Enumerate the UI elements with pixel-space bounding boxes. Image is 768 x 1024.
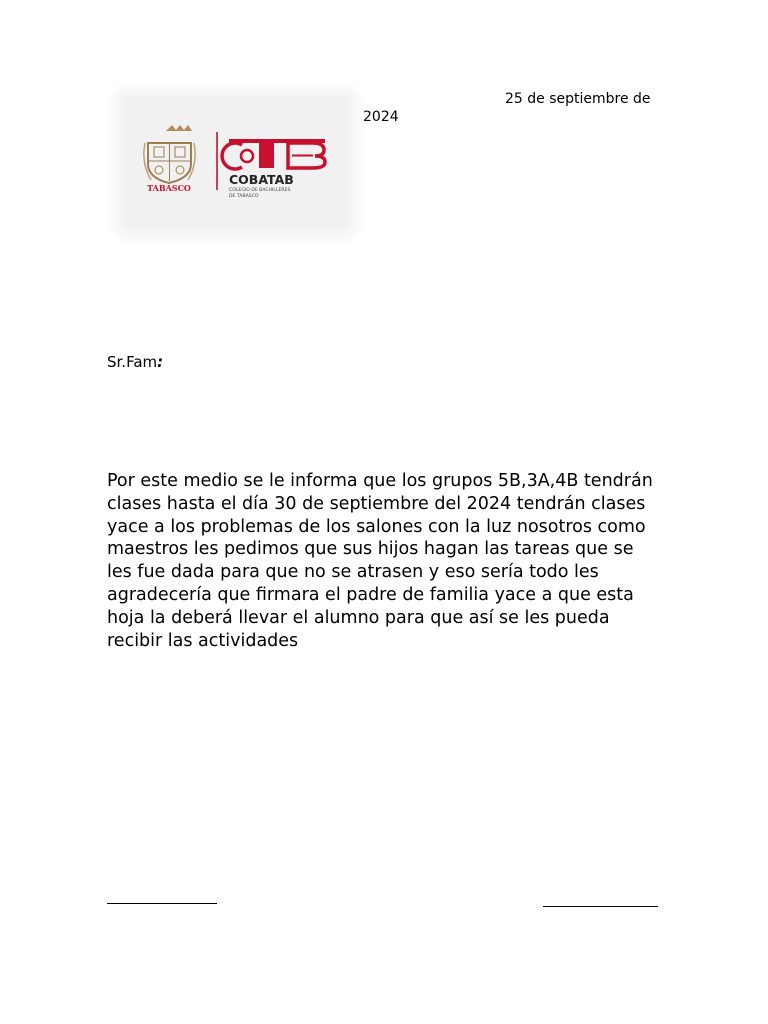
cobatab-subtitle-line2: DE TABASCO	[229, 194, 259, 199]
greeting-colon: :	[157, 353, 164, 371]
greeting-text: Sr.Fam	[107, 353, 158, 371]
greeting	[107, 352, 163, 372]
date-first-line: 25 de septiembre de	[505, 91, 651, 107]
cobatab-emblem-icon	[222, 139, 325, 169]
institution-logo	[125, 98, 347, 228]
letter-body: Por este medio se le informa que los grupos 5B,3A,4B tendrán clases hasta el día 30 de septiembre del 2024 tendrán clases yace a los problemas de los salones con la luz nosotros como maestros les pedimos que sus hijos hagan las tareas que se les fue dada para que no se atrasen y eso sería todo les agradecería que firmara el padre de familia yace a que esta hoja la deberá llevar el alumno para que así se les pueda recibir las actividades	[107, 471, 653, 651]
cobatab-subtitle-line1: COLEGIO DE BACHILLERES	[229, 188, 291, 193]
signature-line-left	[107, 903, 217, 904]
cobatab-brand-name: COBATAB	[229, 172, 294, 187]
signature-line-right	[543, 906, 658, 907]
tabasco-caption: TABASCO	[147, 183, 191, 193]
tabasco-seal-icon	[144, 125, 195, 183]
date-second-line: 2024	[363, 109, 399, 125]
